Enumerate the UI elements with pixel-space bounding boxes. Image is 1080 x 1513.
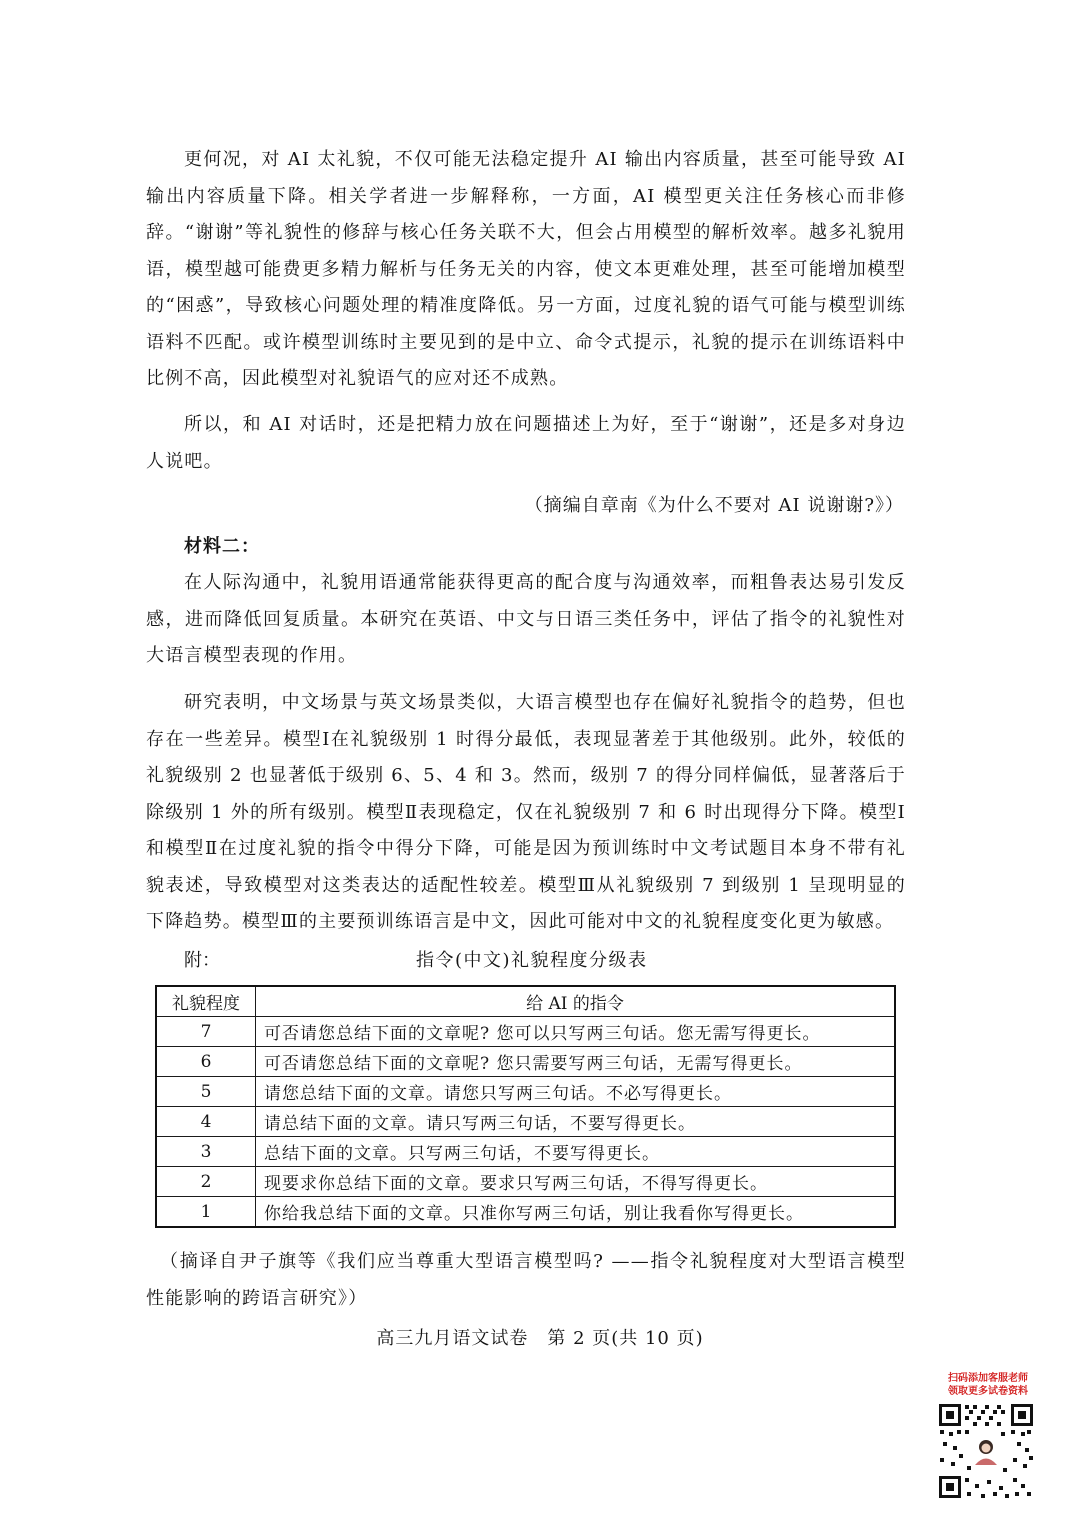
qr-caption-line: 扫码添加客服老师 bbox=[948, 1373, 1028, 1384]
header-instruction: 给 AI 的指令 bbox=[256, 986, 896, 1017]
appendix-label: 附： bbox=[184, 950, 220, 971]
table-row bbox=[156, 1017, 895, 1047]
politeness-grade-table bbox=[155, 985, 896, 1228]
qr-caption bbox=[940, 1372, 1036, 1398]
paragraph-politeness-effect: 更何况，对 AI 太礼貌，不仅可能无法稳定提升 AI 输出内容质量，甚至可能导致 AI 输出内容质量下降。相关学者进一步解释称，一方面，AI 模型更关注任务核心而非修辞。“谢谢”等礼貌性的修辞与核心任务关联不大，但会占用模型的解析效率。越多礼貌用语，模型越可能费更多精力解析与任务无关的内容，使文本更难处理，甚至可能增加模型的“困惑”，导致核心问题处理的精准度降低。另一方面，过度礼貌的语气可能与模型训练语料不匹配。或许模型训练时主要见到的是中立、命令式提示，礼貌的提示在训练语料中比例不高，因此模型对礼貌语气的应对还不成熟。 bbox=[146, 149, 906, 389]
table-header-row bbox=[156, 986, 895, 1017]
instruction-cell: 你给我总结下面的文章。只准你写两三句话，别让我看你写得更长。 bbox=[256, 1197, 896, 1228]
table-row bbox=[156, 1047, 895, 1077]
level-cell: 5 bbox=[156, 1077, 256, 1107]
instruction-cell: 可否请您总结下面的文章呢? 您只需要写两三句话，无需写得更长。 bbox=[256, 1047, 896, 1077]
level-cell: 7 bbox=[156, 1017, 256, 1047]
instruction-cell: 请总结下面的文章。请只写两三句话，不要写得更长。 bbox=[256, 1107, 896, 1137]
qr-caption-line: 领取更多试卷资料 bbox=[948, 1386, 1028, 1397]
table-row bbox=[156, 1107, 895, 1137]
qr-code-icon[interactable] bbox=[937, 1402, 1035, 1500]
level-cell: 3 bbox=[156, 1137, 256, 1167]
level-cell: 4 bbox=[156, 1107, 256, 1137]
source-citation-1: （摘编自章南《为什么不要对 AI 说谢谢?》） bbox=[524, 495, 904, 516]
instruction-cell: 总结下面的文章。只写两三句话，不要写得更长。 bbox=[256, 1137, 896, 1167]
table-row bbox=[156, 1077, 895, 1107]
table-title: 指令(中文)礼貌程度分级表 bbox=[416, 950, 648, 971]
paragraph-research-findings: 研究表明，中文场景与英文场景类似，大语言模型也存在偏好礼貌指令的趋势，但也存在一些差异。模型Ⅰ在礼貌级别 1 时得分最低，表现显著差于其他级别。此外，较低的礼貌级别 2 也显著低于级别 6、5、4 和 3。然而，级别 7 的得分同样偏低，显著落后于除级别 1 外的所有级别。模型Ⅱ表现稳定，仅在礼貌级别 7 和 6 时出现得分下降。模型Ⅰ和模型Ⅱ在过度礼貌的指令中得分下降，可能是因为预训练时中文考试题目本身不带有礼貌表述，导致模型对这类表达的适配性较差。模型Ⅲ从礼貌级别 7 到级别 1 呈现明显的下降趋势。模型Ⅲ的主要预训练语言是中文，因此可能对中文的礼貌程度变化更为敏感。 bbox=[146, 692, 906, 932]
material-two-heading: 材料二： bbox=[184, 536, 260, 557]
table-row bbox=[156, 1137, 895, 1167]
source-citation-2: （摘译自尹子旗等《我们应当尊重大型语言模型吗? ——指令礼貌程度对大型语言模型性能影响的跨语言研究》） bbox=[146, 1251, 906, 1309]
level-cell: 1 bbox=[156, 1197, 256, 1228]
level-cell: 6 bbox=[156, 1047, 256, 1077]
paragraph-material-two-intro: 在人际沟通中，礼貌用语通常能获得更高的配合度与沟通效率，而粗鲁表达易引发反感，进而降低回复质量。本研究在英语、中文与日语三类任务中，评估了指令的礼貌性对大语言模型表现的作用。 bbox=[146, 572, 906, 666]
table-row bbox=[156, 1197, 895, 1228]
instruction-cell: 可否请您总结下面的文章呢? 您可以只写两三句话。您无需写得更长。 bbox=[256, 1017, 896, 1047]
paragraph-conclusion: 所以，和 AI 对话时，还是把精力放在问题描述上为好，至于“谢谢”，还是多对身边人说吧。 bbox=[146, 414, 906, 472]
page-footer: 高三九月语文试卷 第 2 页(共 10 页) bbox=[376, 1328, 704, 1349]
instruction-cell: 请您总结下面的文章。请您只写两三句话。不必写得更长。 bbox=[256, 1077, 896, 1107]
header-politeness-level: 礼貌程度 bbox=[156, 986, 256, 1017]
table-row bbox=[156, 1167, 895, 1197]
level-cell: 2 bbox=[156, 1167, 256, 1197]
instruction-cell: 现要求你总结下面的文章。要求只写两三句话，不得写得更长。 bbox=[256, 1167, 896, 1197]
